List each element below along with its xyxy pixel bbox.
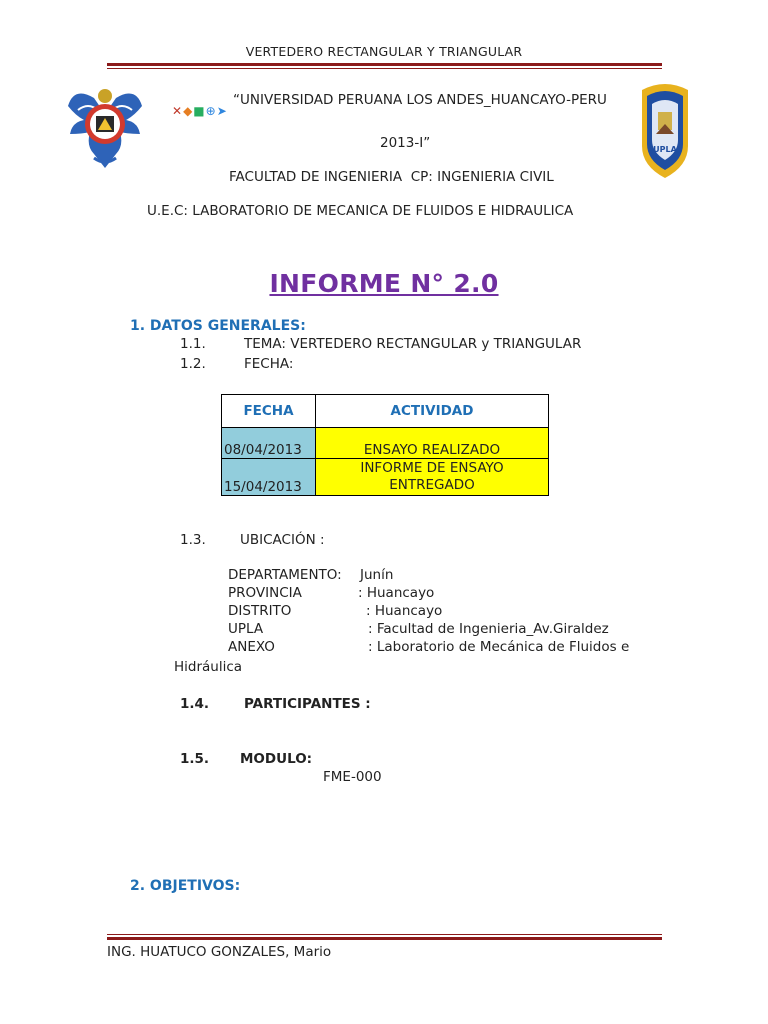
participantes-label: PARTICIPANTES : (244, 696, 371, 712)
upla-label: UPLA (653, 145, 677, 154)
item-number: 1.4. (180, 696, 210, 712)
section-heading-datos-generales: 1. DATOS GENERALES: (130, 318, 306, 334)
activity-line: ENTREGADO (389, 477, 475, 493)
ubicacion-label: UBICACIÓN : (240, 532, 325, 548)
table-row (222, 459, 549, 496)
distrito-label: DISTRITO (228, 603, 292, 619)
departamento-value: Junín (360, 567, 394, 583)
running-header: VERTEDERO RECTANGULAR Y TRIANGULAR (245, 44, 523, 59)
report-title: INFORME N° 2.0 (269, 269, 499, 298)
table-cell-date: 15/04/2013 (222, 459, 316, 496)
item-number: 1.3. (180, 532, 206, 548)
university-name: “UNIVERSIDAD PERUANA LOS ANDES_HUANCAYO-PERU (233, 92, 607, 108)
university-crest-logo-left (64, 76, 146, 176)
tema-line: TEMA: VERTEDERO RECTANGULAR y TRIANGULAR (244, 336, 582, 352)
item-number: 1.1. (180, 336, 206, 352)
item-number: 1.2. (180, 356, 206, 372)
item-number: 1.5. (180, 751, 210, 767)
provincia-value: : Huancayo (358, 585, 435, 601)
upla-value: : Facultad de Ingenieria_Av.Giraldez (368, 621, 609, 637)
section-heading-objetivos: 2. OBJETIVOS: (130, 878, 241, 894)
lab-unit-line: U.E.C: LABORATORIO DE MECANICA DE FLUIDOS E HIDRAULICA (147, 203, 574, 219)
column-header: ACTIVIDAD (316, 395, 549, 428)
table-cell-activity (316, 459, 549, 496)
table-cell-activity: ENSAYO REALIZADO (316, 428, 549, 459)
header-rule (107, 63, 662, 66)
table-cell-date: 08/04/2013 (222, 428, 316, 459)
anexo-value-continuation: Hidráulica (174, 659, 243, 675)
footer-author: ING. HUATUCO GONZALES, Mario (107, 944, 332, 960)
activity-line: INFORME DE ENSAYO (360, 460, 504, 476)
table-row (222, 428, 549, 459)
column-header: FECHA (222, 395, 316, 428)
fecha-label: FECHA: (244, 356, 294, 372)
decorative-symbols-icon: ✕◆■⊕➤ (172, 104, 228, 118)
distrito-value: : Huancayo (366, 603, 443, 619)
anexo-value: : Laboratorio de Mecánica de Fluidos e (368, 639, 630, 655)
faculty-line: FACULTAD DE INGENIERIA CP: INGENIERIA CIVIL (229, 169, 554, 185)
footer-rule-thin (107, 934, 662, 935)
modulo-label: MODULO: (240, 751, 313, 767)
upla-seal-logo-right (638, 80, 692, 180)
activity-table (221, 394, 549, 496)
table-header-row (222, 395, 549, 428)
modulo-value: FME-000 (323, 769, 382, 785)
departamento-label: DEPARTAMENTO: (228, 567, 342, 583)
upla-label: UPLA (228, 621, 264, 637)
header-rule-thin (107, 68, 662, 69)
academic-period: 2013-I” (380, 135, 431, 151)
footer-rule (107, 937, 662, 940)
provincia-label: PROVINCIA (228, 585, 302, 601)
anexo-label: ANEXO (228, 639, 275, 655)
